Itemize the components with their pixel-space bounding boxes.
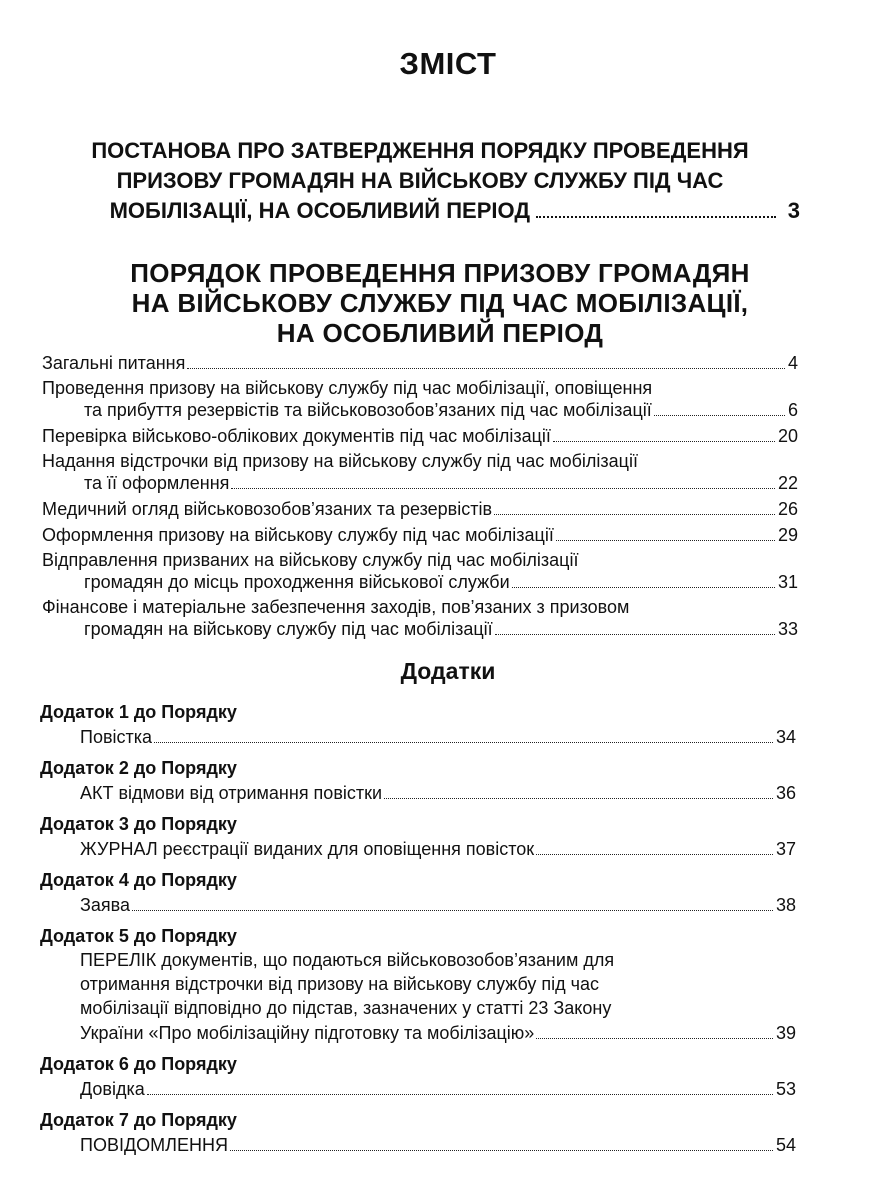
appendix-heading: Додаток 1 до Порядку (40, 702, 237, 722)
appendix-heading: Додаток 3 до Порядку (40, 814, 237, 834)
toc-item[interactable] (42, 451, 798, 494)
dot-leader (147, 1094, 773, 1095)
appendix-entry[interactable] (40, 868, 796, 918)
toc-item-text: Загальні питання (42, 353, 186, 373)
toc-last-line (80, 836, 796, 862)
toc-last-line (80, 892, 796, 918)
toc-item-text: Проведення призову на військову службу під час мобілізації, оповіщення (42, 378, 653, 398)
dot-leader (536, 1038, 773, 1039)
dot-leader (536, 854, 773, 855)
toc-item-continuation (42, 399, 798, 421)
toc-item-text: АКТ відмови від отримання повістки (80, 783, 383, 803)
appendix-heading: Додаток 6 до Порядку (40, 1054, 237, 1074)
toc-last-line (84, 399, 798, 421)
appendix-text-line: отримання відстрочки від призову на військову службу під час (80, 974, 599, 994)
dot-leader (556, 540, 775, 541)
procedure-heading (60, 258, 820, 348)
toc-item[interactable] (42, 498, 798, 520)
toc-item-text: та її оформлення (84, 473, 230, 493)
appendices-heading: Додатки (400, 658, 496, 684)
appendix-text-line: мобілізації відповідно до підстав, зазначених у статті 23 Закону (80, 998, 612, 1018)
appendix-heading: Додаток 4 до Порядку (40, 870, 237, 890)
page-number: 20 (777, 426, 798, 446)
procedure-heading-line: ПОРЯДОК ПРОВЕДЕННЯ ПРИЗОВУ ГРОМАДЯН (130, 258, 750, 288)
toc-item-text: Заява (80, 895, 131, 915)
page-number: 26 (777, 499, 798, 519)
toc-item[interactable] (42, 597, 798, 640)
toc-item-text: Відправлення призваних на військову службу під час мобілізації (42, 550, 579, 570)
dot-leader (132, 910, 773, 911)
toc-last-line (80, 1132, 796, 1158)
toc-last-line (80, 780, 796, 806)
appendix-entry[interactable] (40, 700, 796, 750)
toc-last-line (84, 472, 798, 494)
page-number: 37 (775, 839, 796, 859)
page-number: 53 (775, 1079, 796, 1099)
page-number: 33 (777, 619, 798, 639)
appendix-body (40, 892, 796, 918)
dot-leader (384, 798, 773, 799)
dot-leader (231, 488, 775, 489)
appendices-list (40, 700, 796, 1164)
page-title: ЗМІСТ (399, 46, 497, 81)
dot-leader (512, 587, 775, 588)
toc-item-text: Перевірка військово-облікових документів під час мобілізації (42, 426, 551, 446)
resolution-line: МОБІЛІЗАЦІЇ, НА ОСОБЛИВИЙ ПЕРІОД (109, 198, 530, 223)
appendix-entry[interactable] (40, 1052, 796, 1102)
dot-leader (494, 514, 775, 515)
toc-item[interactable] (42, 352, 798, 374)
toc-last-line (80, 1020, 796, 1046)
resolution-entry[interactable] (40, 136, 800, 226)
page-number: 3 (787, 198, 800, 223)
toc-last-line (80, 724, 796, 750)
toc-item-continuation (42, 571, 798, 593)
toc-item-text: Оформлення призову на військову службу під час мобілізації (42, 525, 554, 545)
procedure-heading-line: НА ВІЙСЬКОВУ СЛУЖБУ ПІД ЧАС МОБІЛІЗАЦІЇ, (131, 288, 749, 318)
appendix-body (40, 836, 796, 862)
toc-item-text: Повістка (80, 727, 153, 747)
toc-last-line (42, 352, 798, 374)
dot-leader (536, 216, 776, 218)
toc-item-text: України «Про мобілізаційну підготовку та мобілізацію» (80, 1023, 535, 1043)
dot-leader (154, 742, 773, 743)
appendix-entry[interactable] (40, 1108, 796, 1158)
appendix-body (40, 780, 796, 806)
toc-item-continuation (42, 618, 798, 640)
appendix-text-line: ПЕРЕЛІК документів, що подаються військовозобов’язаним для (80, 950, 615, 970)
page-number: 31 (777, 572, 798, 592)
toc-last-line (80, 1076, 796, 1102)
resolution-line: ПОСТАНОВА ПРО ЗАТВЕРДЖЕННЯ ПОРЯДКУ ПРОВЕДЕННЯ (91, 138, 749, 163)
appendix-body (40, 1076, 796, 1102)
toc-item-text: Фінансове і матеріальне забезпечення заходів, пов’язаних з призовом (42, 597, 630, 617)
toc-last-line (84, 618, 798, 640)
appendix-entry[interactable] (40, 812, 796, 862)
dot-leader (553, 441, 775, 442)
dot-leader (187, 368, 785, 369)
toc-last-line (42, 425, 798, 447)
appendix-heading: Додаток 7 до Порядку (40, 1110, 237, 1130)
resolution-last-line (40, 196, 800, 226)
dot-leader (495, 634, 775, 635)
dot-leader (654, 415, 785, 416)
toc-item-text: ПОВІДОМЛЕННЯ (80, 1135, 228, 1155)
page-number: 39 (775, 1023, 796, 1043)
page-number: 34 (775, 727, 796, 747)
toc-item[interactable] (42, 425, 798, 447)
toc-list (42, 352, 798, 644)
appendix-body (40, 948, 796, 1046)
dot-leader (230, 1150, 773, 1151)
procedure-heading-line: НА ОСОБЛИВИЙ ПЕРІОД (276, 318, 604, 348)
appendix-heading: Додаток 5 до Порядку (40, 926, 237, 946)
page-number: 54 (775, 1135, 796, 1155)
toc-item-text: Довідка (80, 1079, 145, 1099)
resolution-line: ПРИЗОВУ ГРОМАДЯН НА ВІЙСЬКОВУ СЛУЖБУ ПІД ЧАС (116, 168, 724, 193)
toc-last-line (42, 524, 798, 546)
toc-last-line (42, 498, 798, 520)
page-number: 6 (787, 400, 798, 420)
toc-item[interactable] (42, 378, 798, 421)
appendix-body (40, 1132, 796, 1158)
toc-item-text: Медичний огляд військовозобов’язаних та резервістів (42, 499, 493, 519)
appendix-entry[interactable] (40, 756, 796, 806)
toc-last-line (84, 571, 798, 593)
toc-item-text: та прибуття резервістів та військовозобов’язаних під час мобілізації (84, 400, 652, 420)
toc-item[interactable] (42, 550, 798, 593)
appendix-entry[interactable] (40, 924, 796, 1046)
page-number: 22 (777, 473, 798, 493)
toc-item-text: Надання відстрочки від призову на військову службу під час мобілізації (42, 451, 638, 471)
page-number: 38 (775, 895, 796, 915)
toc-item-text: громадян на військову службу під час мобілізації (84, 619, 493, 639)
toc-item-text: громадян до місць проходження військової служби (84, 572, 510, 592)
appendix-heading: Додаток 2 до Порядку (40, 758, 237, 778)
page-number: 36 (775, 783, 796, 803)
page-number: 4 (787, 353, 798, 373)
toc-item-text: ЖУРНАЛ реєстрації виданих для оповіщення повісток (80, 839, 535, 859)
toc-item[interactable] (42, 524, 798, 546)
toc-item-continuation (42, 472, 798, 494)
page-number: 29 (777, 525, 798, 545)
appendix-body (40, 724, 796, 750)
